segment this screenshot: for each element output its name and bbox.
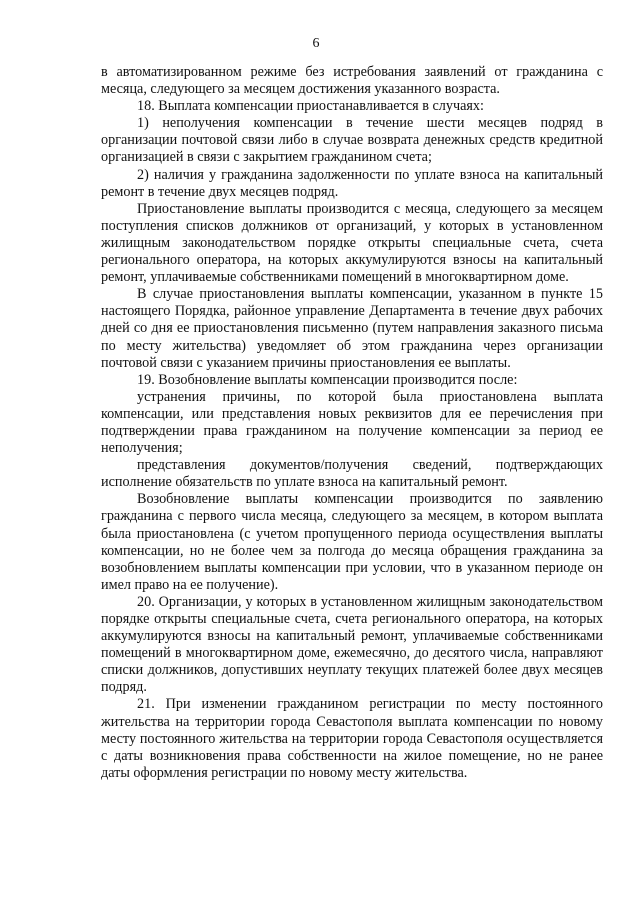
page-number: 6 [312, 36, 320, 51]
paragraph-continuation: в автоматизированном режиме без истребования заявлений от гражданина с месяца, следующего за месяцем достижения указанного возраста. [101, 64, 603, 98]
paragraph-item-18: 18. Выплата компенсации приостанавливается в случаях: [137, 98, 484, 115]
document-body [101, 64, 603, 782]
paragraph-item-21: 21. При изменении гражданином регистрации по месту постоянного жительства на территории города Севастополя выплата компенсации по новому месту постоянного жительства на территории города Севастополя осуществляется с даты возникновения права собственности на жилое помещение, но не ранее даты оформления регистрации по новому месту жительства. [101, 696, 603, 781]
paragraph-19-condition-2: представления документов/получения сведений, подтверждающих исполнение обязательств по уплате взноса на капитальный ремонт. [101, 457, 603, 491]
paragraph-suspension-notice: В случае приостановления выплаты компенсации, указанном в пункте 15 настоящего Порядка, районное управление Департамента в течение двух рабочих дней со дня ее приостановления письменно (путем направления заказного письма по месту жительства) уведомляет об этом гражданина через организации почтовой связи с указанием причины приостановления ее выплаты. [101, 286, 603, 371]
paragraph-18-subitem-2: 2) наличия у гражданина задолженности по уплате взноса на капитальный ремонт в течение двух месяцев подряд. [101, 166, 603, 200]
paragraph-resumption-procedure: Возобновление выплаты компенсации производится по заявлению гражданина с первого числа месяца, следующего за месяцем, в котором выплата была приостановлена (с учетом пропущенного периода осуществления выплаты компенсации, но не более чем за полгода до месяца обращения гражданина за возобновлением выплаты компенсации при условии, что в указанном периоде он имел право на ее получение). [101, 491, 603, 593]
paragraph-item-19: 19. Возобновление выплаты компенсации производится после: [137, 371, 518, 388]
paragraph-18-subitem-1: 1) неполучения компенсации в течение шести месяцев подряд в организации почтовой связи либо в случае возврата денежных средств кредитной организацией в связи с закрытием гражданином счета; [101, 115, 603, 166]
paragraph-item-20: 20. Организации, у которых в установленном жилищным законодательством порядке открыты специальные счета, счета регионального оператора, на которых аккумулируются взносы на капитальный ремонт, уплачиваемые собственниками помещений в многоквартирном доме, ежемесячно, до десятого числа, направляют списки должников, допустивших неуплату текущих платежей более двух месяцев подряд. [101, 593, 603, 696]
paragraph-19-condition-1: устранения причины, по которой была приостановлена выплата компенсации, или представления новых реквизитов для ее перечисления при подтверждении права гражданином на получение компенсации за период ее неполучения; [101, 388, 603, 457]
paragraph-suspension-procedure: Приостановление выплаты производится с месяца, следующего за месяцем поступления списков должников от организаций, у которых в установленном жилищным законодательством порядке открыты специальные счета, счета регионального оператора, на которых аккумулируются взносы на капитальный ремонт, уплачиваемые собственниками помещений в многоквартирном доме. [101, 200, 603, 286]
